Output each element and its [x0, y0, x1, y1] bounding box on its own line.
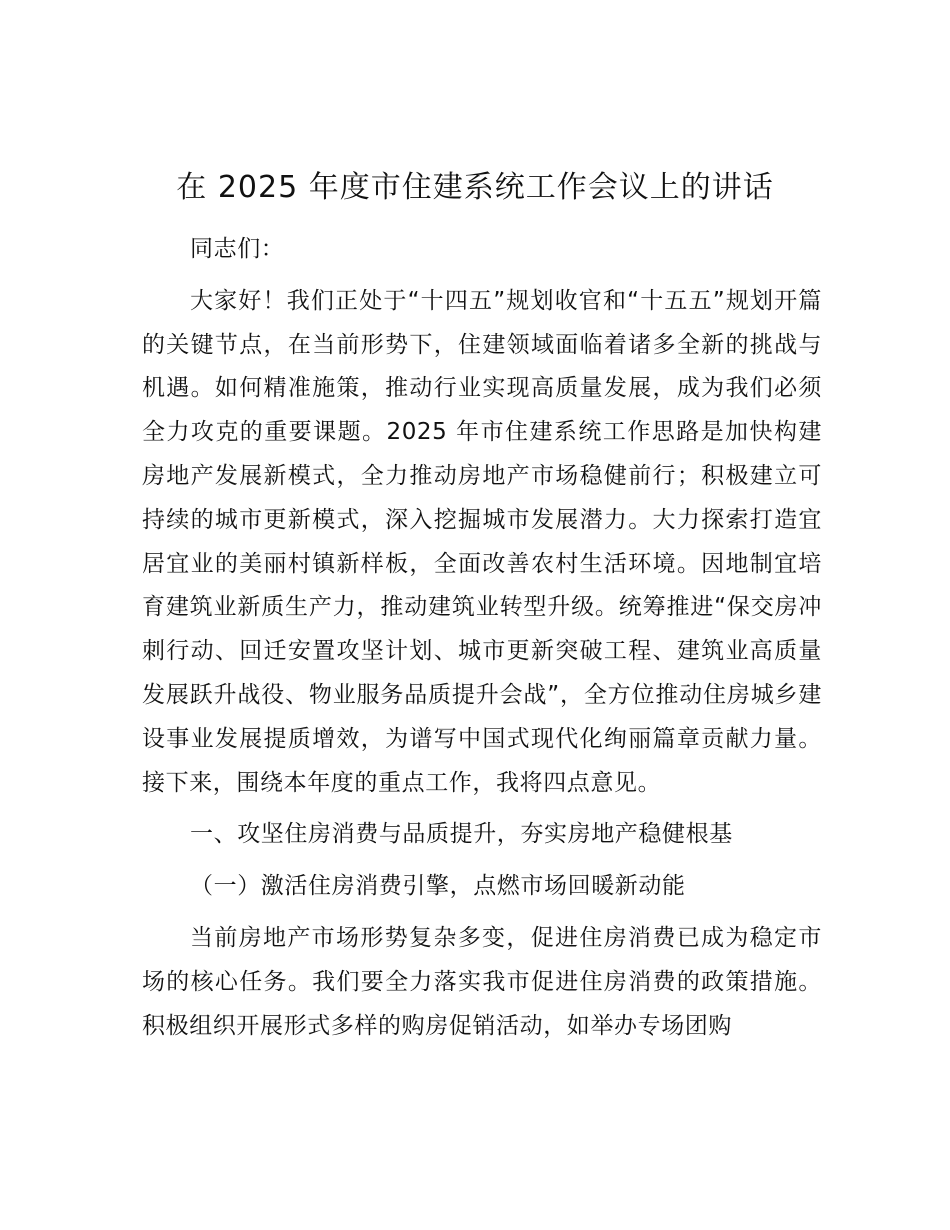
document-title: 在 2025 年度市住建系统工作会议上的讲话	[176, 170, 774, 205]
document-body	[142, 228, 822, 1048]
body-paragraph: 当前房地产市场形势复杂多变，促进住房消费已成为稳定市场的核心任务。我们要全力落实我市促进住房消费的政策措施。积极组织开展形式多样的购房促销活动，如举办专场团购	[142, 924, 822, 1039]
salutation-paragraph: 同志们：	[190, 236, 285, 262]
subsection-heading-1: （一）激活住房消费引擎，点燃市场回暖新动能	[190, 873, 686, 900]
section-heading-1: 一、攻坚住房消费与品质提升，夯实房地产稳健根基	[190, 821, 733, 848]
intro-paragraph: 大家好！我们正处于“十四五”规划收官和“十五五”规划开篇的关键节点，在当前形势下，住建领域面临着诸多全新的挑战与机遇。如何精准施策，推动行业实现高质量发展，成为我们必须全力攻克的重要课题。2025 年市住建系统工作思路是加快构建房地产发展新模式，全力推动房地产市场稳健前行；积极建立可持续的城市更新模式，深入挖掘城市发展潜力。大力探索打造宜居宜业的美丽村镇新样板，全面改善农村生活环境。因地制宜培育建筑业新质生产力，推动建筑业转型升级。统筹推进“保交房冲刺行动、回迁安置攻坚计划、城市更新突破工程、建筑业高质量发展跃升战役、物业服务品质提升会战”，全方位推动住房城乡建设事业发展提质增效，为谱写中国式现代化绚丽篇章贡献力量。接下来，围绕本年度的重点工作，我将四点意见。	[142, 287, 822, 796]
